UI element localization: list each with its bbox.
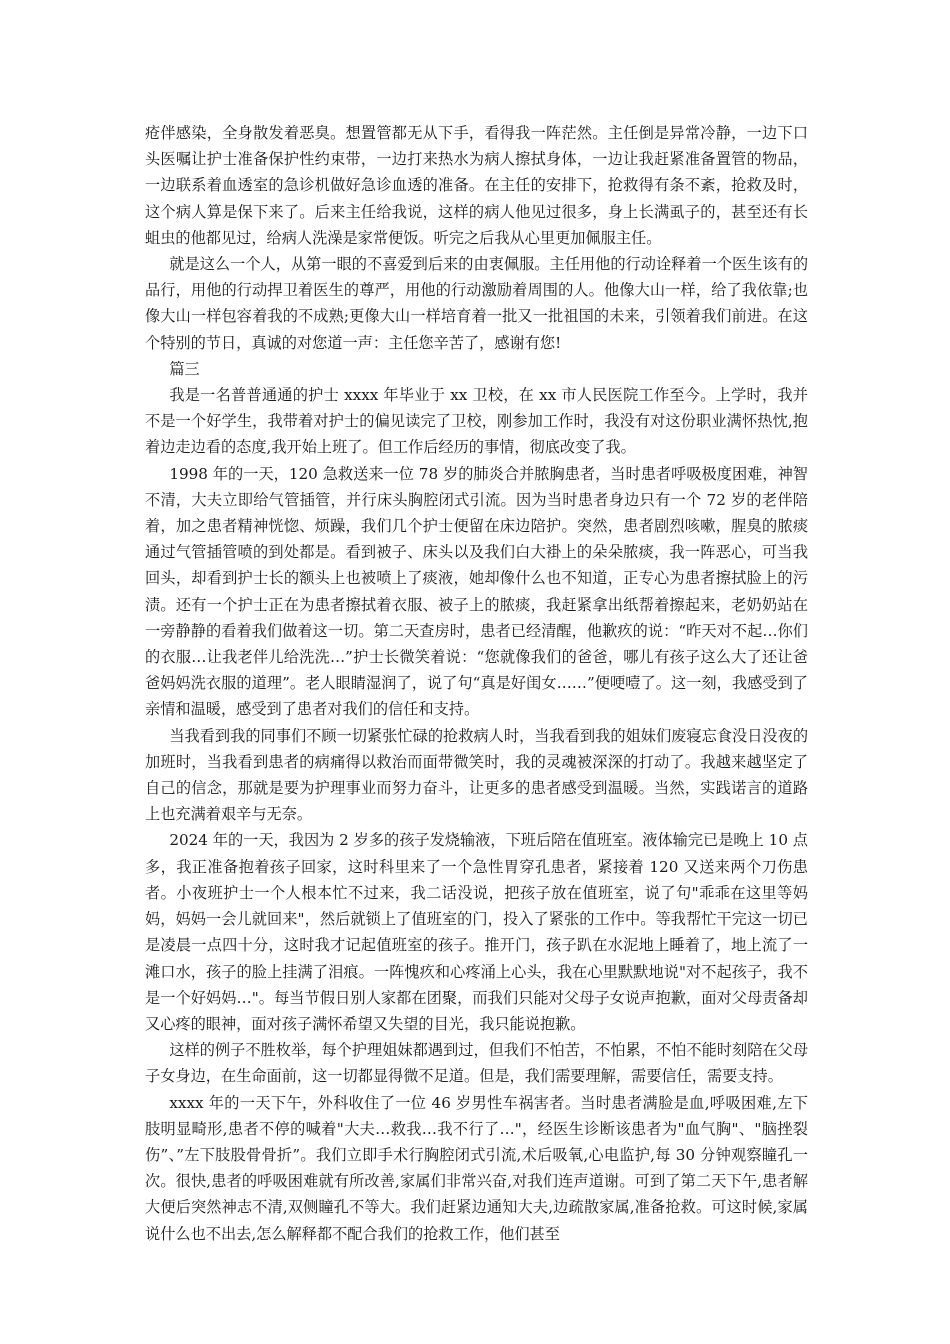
paragraph-continuation: 疮伴感染，全身散发着恶臭。想置管都无从下手，看得我一阵茫然。主任倒是异常冷静，一边下口头医嘱让护士准备保护性约束带，一边打来热水为病人擦拭身体，一边让我赶紧准备置管的物品，一边联系着血透室的急诊机做好急诊血透的准备。在主任的安排下，抢救得有条不紊，抢救及时，这个病人算是保下来了。后来主任给我说，这样的病人他见过很多，身上长满虱子的，甚至还有长蛆虫的他都见过，给病人洗澡是家常便饭。听完之后我从心里更加佩服主任。 [145,124,808,247]
paragraph-tribute: 就是这么一个人，从第一眼的不喜爱到后来的由衷佩服。主任用他的行动诠释着一个医生该有的品行，用他的行动捍卫着医生的尊严，用他的行动激励着周围的人。他像大山一样，给了我依靠;也像大山一样包容着我的不成熟;更像大山一样培育着一批又一批祖国的未来，引领着我们前进。在这个特别的节日，真诚的对您道一声：主任您辛苦了，感谢有您! [145,255,808,352]
paragraph-1998-story: 1998 年的一天，120 急救送来一位 78 岁的肺炎合并脓胸患者，当时患者呼吸极度困难，神智不清，大夫立即给气管插管，并行床头胸腔闭式引流。因为当时患者身边只有一个 72 岁的老伴陪着，加之患者精神恍惚、烦躁，我们几个护士便留在床边陪护。突然，患者剧烈咳嗽，腥臭的脓痰通过气管插管喷的到处都是。看到被子、床头以及我们白大褂上的朵朵脓痰，我一阵恶心，可当我回头，却看到护士长的额头上也被喷上了痰液，她却像什么也不知道，正专心为患者擦拭脸上的污渍。还有一个护士正在为患者擦拭着衣服、被子上的脓痰，我赶紧拿出纸帮着擦起来，老奶奶站在一旁静静的看着我们做着这一切。第二天查房时，患者已经清醒，他歉疚的说：“昨天对不起…你们的衣服…让我老伴儿给洗洗…”护士长微笑着说：“您就像我们的爸爸，哪儿有孩子这么大了还让爸爸妈妈洗衣服的道理”。老人眼睛湿润了，说了句“真是好闺女……”便哽噎了。这一刻，我感受到了亲情和温暖，感受到了患者对我们的信任和支持。 [145,464,808,719]
paragraph-accident-story: xxxx 年的一天下午，外科收住了一位 46 岁男性车祸害者。当时患者满脸是血,呼吸困难,左下肢明显畸形,患者不停的喊着"大夫…救我…我不行了…"，经医生诊断该患者为"血气胸"、"脑挫裂伤”、”左下肢股骨骨折”。我们立即手术行胸腔闭式引流,术后吸氧,心电监护,每 30 分钟观察瞳孔一次。很快,患者的呼吸困难就有所改善,家属们非常兴奋,对我们连声道谢。可到了第二天下午,患者解大便后突然神志不清,双侧瞳孔不等大。我们赶紧边通知大夫,边疏散家属,准备抢救。可这时候,家属说什么也不出去,怎么解释都不配合我们的抢救工作，他们甚至 [145,1093,808,1243]
paragraph-intro: 我是一名普普通通的护士 xxxx 年毕业于 xx 卫校，在 xx 市人民医院工作至今。上学时，我并不是一个好学生，我带着对护士的偏见读完了卫校，刚参加工作时，我没有对这份职业满怀热忱,抱着边走边看的态度,我开始上班了。但工作后经历的事情，彻底改变了我。 [145,386,808,457]
paragraph-examples: 这样的例子不胜枚举，每个护理姐妹都遇到过，但我们不怕苦，不怕累，不怕不能时刻陪在父母子女身边，在生命面前，这一切都显得微不足道。但是，我们需要理解，需要信任，需要支持。 [145,1041,808,1086]
paragraph-2024-story: 2024 年的一天，我因为 2 岁多的孩子发烧输液，下班后陪在值班室。液体输完已是晚上 10 点多，我正准备抱着孩子回家，这时科里来了一个急性胃穿孔患者，紧接着 120 又送来两个刀伤患者。小夜班护士一个人根本忙不过来，我二话没说，把孩子放在值班室，说了句"乖乖在这里等妈妈，妈妈一会儿就回来"，然后就锁上了值班室的门，投入了紧张的工作中。等我帮忙干完这一切已是凌晨一点四十分，这时我才记起值班室的孩子。推开门，孩子趴在水泥地上睡着了，地上流了一滩口水，孩子的脸上挂满了泪痕。一阵愧疚和心疼涌上心头，我在心里默默地说"对不起孩子，我不是一个好妈妈…"。每当节假日别人家都在团聚，而我们只能对父母子女说声抱歉，面对父母责备却又心疼的眼神，面对孩子满怀希望又失望的目光，我只能说抱歉。 [145,831,808,1033]
paragraph-colleagues: 当我看到我的同事们不顾一切紧张忙碌的抢救病人时，当我看到我的姐妹们废寝忘食没日没夜的加班时，当我看到患者的病痛得以救治而面带微笑时，我的灵魂被深深的打动了。我越来越坚定了自己的信念，那就是要为护理事业而努力奋斗，让更多的患者感受到温暖。当然，实践诺言的道路上也充满着艰辛与无奈。 [145,726,808,824]
document-page [145,120,808,1247]
section-heading: 篇三 [169,359,200,378]
